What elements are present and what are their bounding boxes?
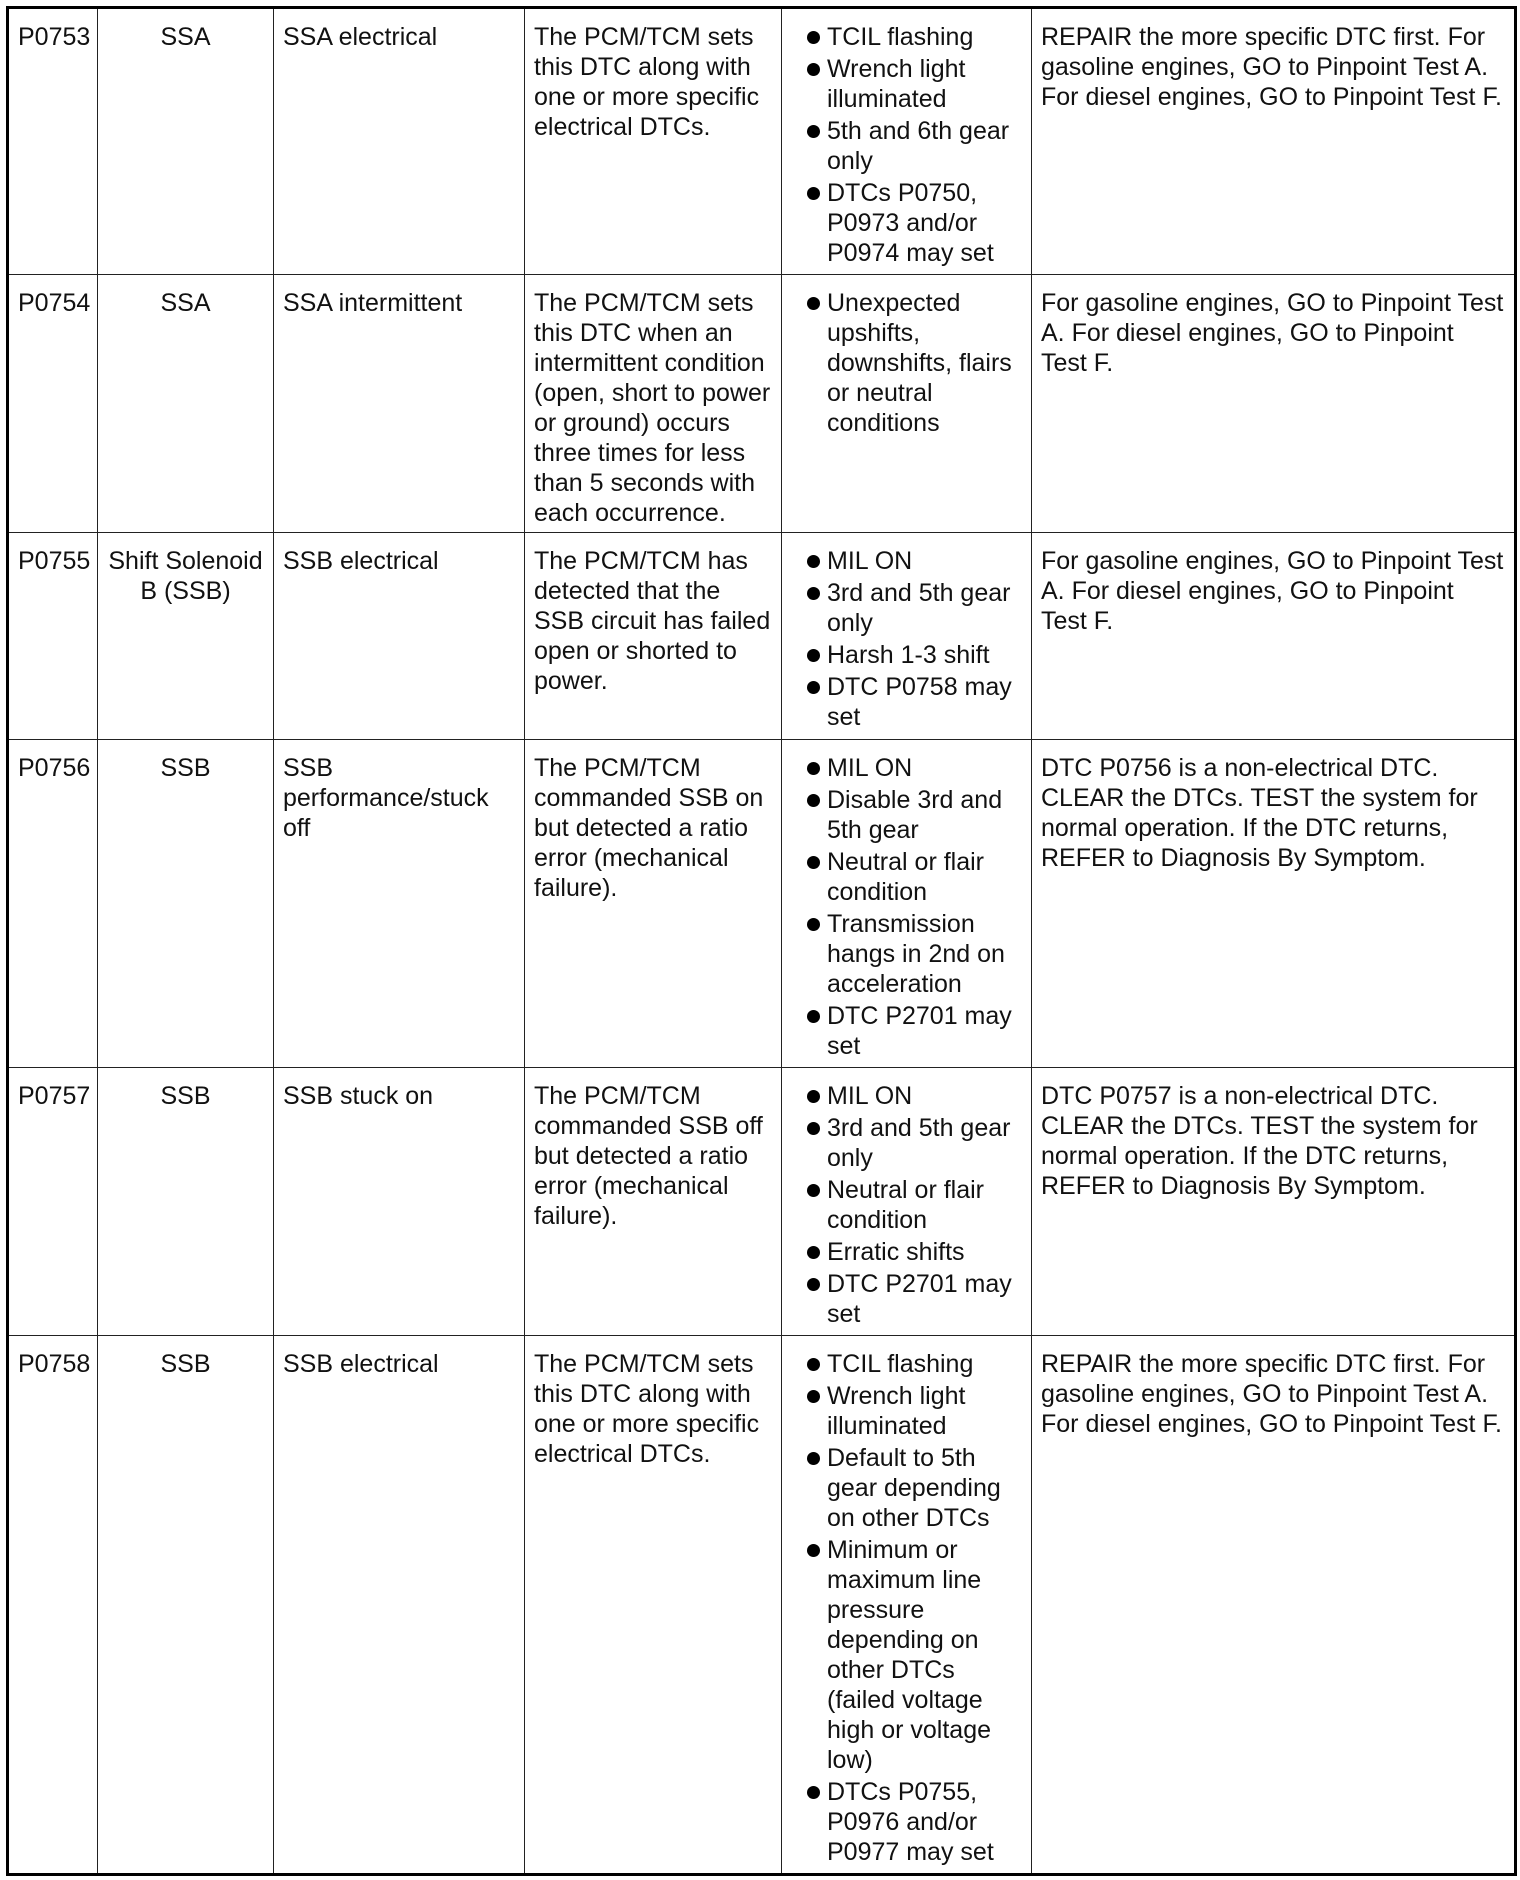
- symptom-item: [791, 1175, 1022, 1235]
- bullet-icon: [807, 1390, 820, 1403]
- symptom-item: [791, 847, 1022, 907]
- symptoms-cell: [782, 1336, 1032, 1875]
- symptom-text: Wrench light illuminated: [827, 1382, 966, 1440]
- dtc-code-cell: P0756: [8, 740, 98, 1068]
- table-row: [8, 740, 1516, 1068]
- symptom-text: TCIL flashing: [827, 23, 974, 51]
- symptom-text: Disable 3rd and 5th gear: [827, 786, 1003, 844]
- description-cell: SSB performance/stuck off: [274, 740, 525, 1068]
- symptom-item: [791, 1113, 1022, 1173]
- dtc-code-cell: P0758: [8, 1336, 98, 1875]
- bullet-icon: [807, 794, 820, 807]
- symptom-text: Neutral or flair condition: [827, 1176, 984, 1234]
- symptom-item: [791, 1081, 1022, 1111]
- bullet-icon: [807, 681, 820, 694]
- symptoms-cell: [782, 533, 1032, 740]
- bullet-icon: [807, 1278, 820, 1291]
- symptom-item: [791, 672, 1022, 732]
- symptom-item: [791, 640, 1022, 670]
- description-cell: SSA intermittent: [274, 275, 525, 533]
- bullet-icon: [807, 1786, 820, 1799]
- symptom-text: Erratic shifts: [827, 1238, 965, 1266]
- symptom-item: [791, 22, 1022, 52]
- symptoms-cell: [782, 1068, 1032, 1336]
- symptom-item: [791, 578, 1022, 638]
- component-cell: SSB: [98, 740, 274, 1068]
- bullet-icon: [807, 1246, 820, 1259]
- condition-cell: The PCM/TCM has detected that the SSB circuit has failed open or shorted to power.: [525, 533, 782, 740]
- symptom-text: DTCs P0755, P0976 and/or P0977 may set: [827, 1778, 994, 1866]
- condition-cell: The PCM/TCM sets this DTC along with one or more specific electrical DTCs.: [525, 1336, 782, 1875]
- symptom-text: Transmission hangs in 2nd on acceleration: [827, 910, 1005, 998]
- symptom-text: DTC P2701 may set: [827, 1002, 1012, 1060]
- symptom-list: [791, 1081, 1022, 1329]
- condition-cell: The PCM/TCM sets this DTC along with one or more specific electrical DTCs.: [525, 8, 782, 275]
- symptom-item: [791, 753, 1022, 783]
- component-cell: SSA: [98, 275, 274, 533]
- symptoms-cell: [782, 275, 1032, 533]
- bullet-icon: [807, 1544, 820, 1557]
- symptom-text: 3rd and 5th gear only: [827, 579, 1011, 637]
- dtc-code-cell: P0757: [8, 1068, 98, 1336]
- table-row: [8, 275, 1516, 533]
- symptom-text: 5th and 6th gear only: [827, 117, 1010, 175]
- symptom-item: [791, 909, 1022, 999]
- symptom-text: DTC P2701 may set: [827, 1270, 1012, 1328]
- description-cell: SSB stuck on: [274, 1068, 525, 1336]
- bullet-icon: [807, 762, 820, 775]
- condition-cell: The PCM/TCM commanded SSB on but detected a ratio error (mechanical failure).: [525, 740, 782, 1068]
- symptom-item: [791, 1535, 1022, 1775]
- bullet-icon: [807, 1010, 820, 1023]
- symptom-item: [791, 288, 1022, 438]
- dtc-table-body: [8, 8, 1516, 1875]
- symptom-item: [791, 1237, 1022, 1267]
- description-cell: SSB electrical: [274, 1336, 525, 1875]
- component-cell: SSA: [98, 8, 274, 275]
- bullet-icon: [807, 297, 820, 310]
- description-cell: SSA electrical: [274, 8, 525, 275]
- symptom-item: [791, 1381, 1022, 1441]
- action-cell: REPAIR the more specific DTC first. For gasoline engines, GO to Pinpoint Test A. For diesel engines, GO to Pinpoint Test F.: [1032, 1336, 1516, 1875]
- dtc-table: [6, 6, 1517, 1876]
- symptom-text: Wrench light illuminated: [827, 55, 966, 113]
- symptom-text: Neutral or flair condition: [827, 848, 984, 906]
- action-cell: For gasoline engines, GO to Pinpoint Test A. For diesel engines, GO to Pinpoint Test F.: [1032, 275, 1516, 533]
- dtc-code-cell: P0753: [8, 8, 98, 275]
- action-cell: DTC P0756 is a non-electrical DTC. CLEAR the DTCs. TEST the system for normal operation. If the DTC returns, REFER to Diagnosis By Symptom.: [1032, 740, 1516, 1068]
- symptom-list: [791, 22, 1022, 268]
- bullet-icon: [807, 187, 820, 200]
- bullet-icon: [807, 1184, 820, 1197]
- table-row: [8, 1336, 1516, 1875]
- symptom-text: Harsh 1-3 shift: [827, 641, 990, 669]
- dtc-code-cell: P0754: [8, 275, 98, 533]
- symptoms-cell: [782, 8, 1032, 275]
- bullet-icon: [807, 649, 820, 662]
- symptom-item: [791, 1269, 1022, 1329]
- symptom-item: [791, 546, 1022, 576]
- symptom-text: Unexpected upshifts, downshifts, flairs or neutral conditions: [827, 289, 1012, 437]
- action-cell: For gasoline engines, GO to Pinpoint Test A. For diesel engines, GO to Pinpoint Test F.: [1032, 533, 1516, 740]
- symptoms-cell: [782, 740, 1032, 1068]
- symptom-item: [791, 1443, 1022, 1533]
- symptom-item: [791, 178, 1022, 268]
- bullet-icon: [807, 555, 820, 568]
- symptom-list: [791, 1349, 1022, 1867]
- condition-cell: The PCM/TCM sets this DTC when an intermittent condition (open, short to power or ground) occurs three times for less than 5 seconds with each occurrence.: [525, 275, 782, 533]
- condition-cell: The PCM/TCM commanded SSB off but detected a ratio error (mechanical failure).: [525, 1068, 782, 1336]
- symptom-text: MIL ON: [827, 547, 913, 575]
- symptom-list: [791, 288, 1022, 438]
- bullet-icon: [807, 856, 820, 869]
- symptom-item: [791, 116, 1022, 176]
- table-row: [8, 533, 1516, 740]
- symptom-text: MIL ON: [827, 1082, 913, 1110]
- symptom-text: TCIL flashing: [827, 1350, 974, 1378]
- bullet-icon: [807, 1122, 820, 1135]
- symptom-item: [791, 785, 1022, 845]
- bullet-icon: [807, 125, 820, 138]
- symptom-item: [791, 1001, 1022, 1061]
- bullet-icon: [807, 63, 820, 76]
- symptom-item: [791, 54, 1022, 114]
- symptom-text: Default to 5th gear depending on other DTCs: [827, 1444, 1001, 1532]
- symptom-text: 3rd and 5th gear only: [827, 1114, 1011, 1172]
- bullet-icon: [807, 1090, 820, 1103]
- description-cell: SSB electrical: [274, 533, 525, 740]
- symptom-text: MIL ON: [827, 754, 913, 782]
- symptom-item: [791, 1777, 1022, 1867]
- component-cell: Shift Solenoid B (SSB): [98, 533, 274, 740]
- component-cell: SSB: [98, 1336, 274, 1875]
- action-cell: DTC P0757 is a non-electrical DTC. CLEAR the DTCs. TEST the system for normal operation. If the DTC returns, REFER to Diagnosis By Symptom.: [1032, 1068, 1516, 1336]
- table-row: [8, 8, 1516, 275]
- symptom-list: [791, 546, 1022, 732]
- dtc-code-cell: P0755: [8, 533, 98, 740]
- symptom-item: [791, 1349, 1022, 1379]
- bullet-icon: [807, 918, 820, 931]
- table-row: [8, 1068, 1516, 1336]
- bullet-icon: [807, 31, 820, 44]
- bullet-icon: [807, 1452, 820, 1465]
- symptom-list: [791, 753, 1022, 1061]
- bullet-icon: [807, 1358, 820, 1371]
- component-cell: SSB: [98, 1068, 274, 1336]
- action-cell: REPAIR the more specific DTC first. For gasoline engines, GO to Pinpoint Test A. For diesel engines, GO to Pinpoint Test F.: [1032, 8, 1516, 275]
- bullet-icon: [807, 587, 820, 600]
- symptom-text: Minimum or maximum line pressure depending on other DTCs (failed voltage high or voltage low): [827, 1536, 992, 1774]
- symptom-text: DTCs P0750, P0973 and/or P0974 may set: [827, 179, 994, 267]
- symptom-text: DTC P0758 may set: [827, 673, 1012, 731]
